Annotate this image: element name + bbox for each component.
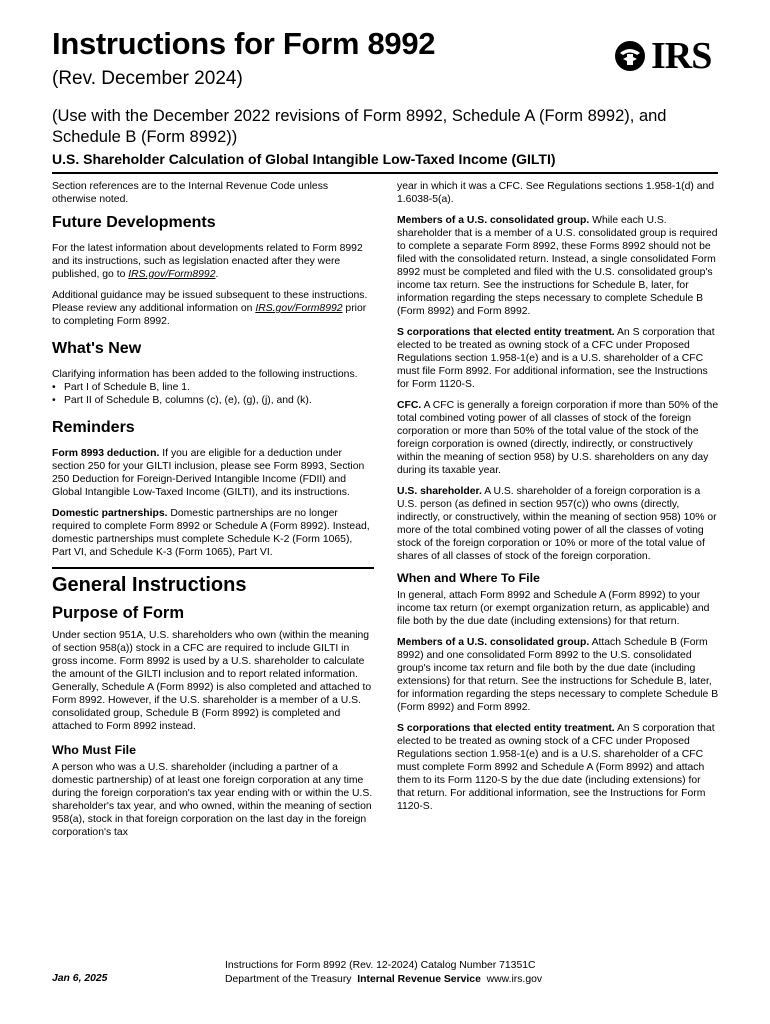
whats-new-paragraph: Clarifying information has been added to the following instructions. (52, 369, 358, 380)
purpose-of-form-text: Under section 951A, U.S. shareholders who own (within the meaning of section 958(a)) stock in a CFC are required to include GILTI in gross income. Form 8992 is used by a U.S. shareholder to calculate the amount of the GILTI inclusion and to report related information. Generally, Schedule A (Form 8992) is also completed and attached to Form 8992. However, if the U.S. shareholder is a member of a U.S. consolidated group, Schedule B (Form 8992) is completed and attached to Form 8992 instead. (52, 630, 372, 732)
who-must-file-heading: Who Must File (52, 743, 136, 757)
use-with-note: (Use with the December 2022 revisions of Form 8992, Schedule A (Form 8992), and Schedule B (Form 8992)) (52, 107, 667, 146)
document-subtitle: U.S. Shareholder Calculation of Global Intangible Low-Taxed Income (GILTI) (52, 151, 556, 167)
purpose-of-form-heading: Purpose of Form (52, 604, 185, 622)
members-consolidated-filing-paragraph: Members of a U.S. consolidated group. Attach Schedule B (Form 8992) and one consolidated Form 8992 to the U.S. consolidated group's income tax return and file both by the due date (including extensions) for that return. See the instructions for Schedule B, later, for information regarding the steps necessary to complete Schedule B (Form 8992) and Form 8992. (397, 637, 719, 713)
irs-logo-text: IRS (651, 35, 712, 77)
footer-agency-line: Department of the Treasury Internal Revenue Service www.irs.gov (225, 974, 543, 985)
irs-eagle-emblem-icon (612, 39, 648, 73)
cfc-definition-paragraph: CFC. A CFC is generally a foreign corporation if more than 50% of the total combined voting power of all classes of stock of the foreign corporation or more than 50% of the total value of the stock of the foreign corporation is owned (directly, indirectly, or constructively within the meaning of section 958) by U.S. shareholders on any day during its taxable year. (397, 400, 719, 476)
list-item: • Part I of Schedule B, line 1. (52, 381, 374, 394)
s-corporations-filing-paragraph: S corporations that elected entity treatment. An S corporation that elected to be treated as owning stock of a CFC under Proposed Regulations section 1.958-1(e) and is a U.S. shareholder of a CFC must complete Form 8992 and Schedule A (Form 8992) and attach them to its Form 1120-S by the due date (including extensions) for that return. For additional information, see the Instructions for Form 1120-S. (397, 723, 715, 812)
when-where-text: In general, attach Form 8992 and Schedule A (Form 8992) to your income tax return (or exempt organization return, as applicable) and file both by the due date (including extensions) for that return. (397, 590, 710, 627)
section-references: Section references are to the Internal Revenue Code unless otherwise noted. (52, 181, 329, 205)
s-corporations-paragraph: S corporations that elected entity treatment. An S corporation that elected to be treated as owning stock of a CFC under Proposed Regulations section 1.958-1(e) and is a U.S. shareholder of a CFC must file Form 8992. For additional information, see the Instructions for Form 1120-S. (397, 327, 715, 390)
reminders-heading: Reminders (52, 419, 135, 436)
future-developments-p2: Additional guidance may be issued subsequent to these instructions. Please review any additional information on IRS.gov/Form8992 prior to completing Form 8992. (52, 290, 368, 327)
members-consolidated-paragraph: Members of a U.S. consolidated group. While each U.S. shareholder that is a member of a U.S. consolidated group is required to complete a separate Form 8992, these Forms 8992 should not be filed with the consolidated return. Instead, a single consolidated Form 8992 must be completed and filed with the U.S. consolidated group's income tax return. See the instructions for Schedule B, later, for information regarding the steps necessary to complete Schedule B (Form 8992) and Form 8992. (397, 215, 718, 317)
document-title: Instructions for Form 8992 (52, 26, 436, 61)
footer-info (225, 959, 545, 987)
irs-form8992-link-2[interactable]: IRS.gov/Form8992 (255, 303, 343, 314)
irs-logo (612, 34, 718, 78)
general-instructions-heading: General Instructions (52, 567, 374, 597)
whats-new-list (52, 381, 374, 407)
whats-new-heading: What's New (52, 340, 142, 357)
domestic-partnerships-paragraph: Domestic partnerships. Domestic partnerships are no longer required to complete Form 8992 or Schedule A (Form 8992). Instead, domestic partnerships must complete Schedule K-2 (Form 1065), Part VI, and Schedule K-3 (Form 1065), Part VI. (52, 508, 370, 558)
when-where-heading: When and Where To File (397, 571, 540, 585)
footer-catalog-line: Instructions for Form 8992 (Rev. 12-2024) Catalog Number 71351C (225, 960, 536, 971)
footer-date: Jan 6, 2025 (52, 973, 108, 984)
header-rule (52, 172, 718, 174)
irs-form8992-link[interactable]: IRS.gov/Form8992 (128, 269, 216, 280)
future-developments-heading: Future Developments (52, 214, 216, 231)
form-8993-paragraph: Form 8993 deduction. If you are eligible for a deduction under section 250 for your GILTI inclusion, please see Form 8993, Section 250 Deduction for Foreign-Derived Intangible Income (FDII) and Global Intangible Low-Taxed Income (GILTI), and its instructions. (52, 448, 365, 498)
future-developments-p1: For the latest information about developments related to Form 8992 and its instructions, such as legislation enacted after they were published, go to IRS.gov/Form8992. (52, 243, 363, 280)
right-column (397, 180, 719, 821)
cfc-year-continued: year in which it was a CFC. See Regulations sections 1.958-1(d) and 1.6038-5(a). (397, 181, 715, 205)
revision-date: (Rev. December 2024) (52, 68, 243, 89)
who-must-file-text: A person who was a U.S. shareholder (including a partner of a domestic partnership) of at least one foreign corporation at any time during the foreign corporation's tax year ending with or within the U.S. shareholder's tax year, and who owned, within the meaning of section 958(a), stock in that foreign corporation on the last day in the foreign corporation's tax (52, 762, 373, 838)
left-column (52, 180, 374, 847)
us-shareholder-paragraph: U.S. shareholder. A U.S. shareholder of a foreign corporation is a U.S. person (as defined in section 957(c)) who owns (directly, indirectly, or constructively, within the meaning of section 958) 10% or more of the total combined voting power of all the classes of voting stock of the foreign corporation or 10% or more of the total value of shares of all classes of stock of the foreign corporation. (397, 486, 717, 562)
list-item: • Part II of Schedule B, columns (c), (e), (g), (j), and (k). (52, 394, 374, 407)
